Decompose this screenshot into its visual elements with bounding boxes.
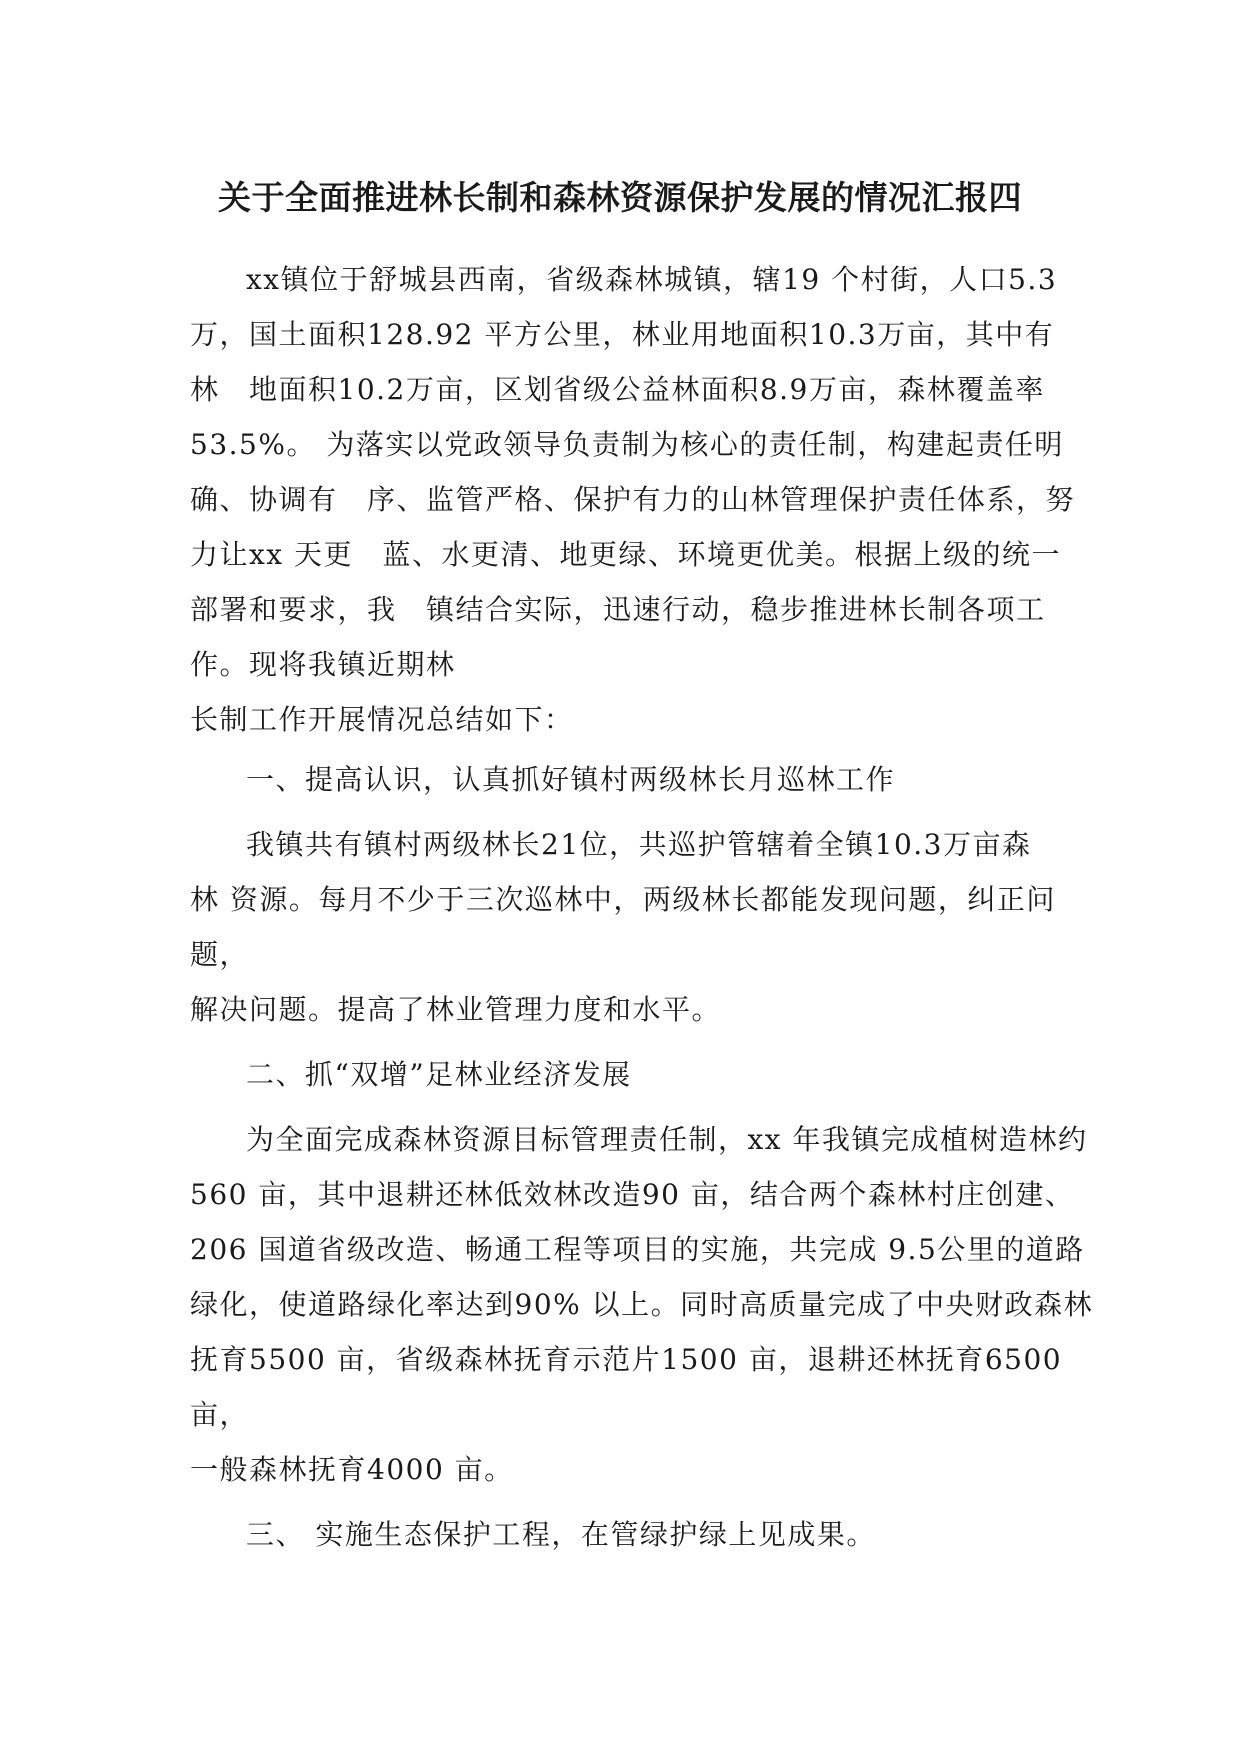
- body-line: 一般森林抚育4000 亩。: [190, 1453, 514, 1486]
- body-line: 53.5%。 为落实以党政领导负责制为核心的责任制，构建起责任明: [190, 428, 1064, 461]
- body-line: 万，国土面积128.92 平方公里，林业用地面积10.3万亩，其中有: [190, 318, 1055, 351]
- body-line: 林 地面积10.2万亩，区划省级公益林面积8.9万亩，森林覆盖率: [190, 373, 1045, 406]
- body-line: 解决问题。提高了林业管理力度和水平。: [190, 993, 722, 1026]
- body-line: 亩，: [190, 1398, 250, 1431]
- body-line: 绿化，使道路绿化率达到90% 以上。同时高质量完成了中央财政森林: [190, 1288, 1094, 1321]
- body-line: 题，: [190, 938, 250, 971]
- body-line: 为全面完成森林资源目标管理责任制，xx 年我镇完成植树造林约: [246, 1123, 1088, 1156]
- body-line: 部署和要求，我 镇结合实际，迅速行动，稳步推进林长制各项工: [190, 593, 1046, 626]
- body-line: 确、协调有 序、监管严格、保护有力的山林管理保护责任体系，努: [190, 483, 1076, 516]
- body-line: 作。现将我镇近期林: [190, 648, 456, 681]
- document-title: 关于全面推进林长制和森林资源保护发展的情况汇报四: [218, 178, 1022, 217]
- body-line: 力让xx 天更 蓝、水更清、地更绿、环境更优美。根据上级的统一: [190, 538, 1061, 571]
- body-line: 560 亩，其中退耕还林低效林改造90 亩，结合两个森林村庄创建、: [190, 1178, 1075, 1211]
- body-line: 我镇共有镇村两级林长21位，共巡护管辖着全镇10.3万亩森: [246, 828, 1032, 861]
- section-heading-1: 一、提高认识，认真抓好镇村两级林长月巡林工作: [246, 763, 896, 796]
- body-line: xx镇位于舒城县西南，省级森林城镇，辖19 个村街，人口5.3: [246, 263, 1058, 296]
- body-line: 林 资源。每月不少于三次巡林中，两级林长都能发现问题，纠正问: [190, 883, 1056, 916]
- body-line: 206 国道省级改造、畅通工程等项目的实施，共完成 9.5公里的道路: [190, 1233, 1085, 1266]
- body-line: 抚育5500 亩，省级森林抚育示范片1500 亩，退耕还林抚育6500: [190, 1343, 1063, 1376]
- body-line: 长制工作开展情况总结如下：: [190, 703, 574, 736]
- section-heading-3: 三、 实施生态保护工程，在管绿护绿上见成果。: [246, 1518, 876, 1551]
- section-heading-2: 二、抓“双增”足林业经济发展: [246, 1058, 632, 1091]
